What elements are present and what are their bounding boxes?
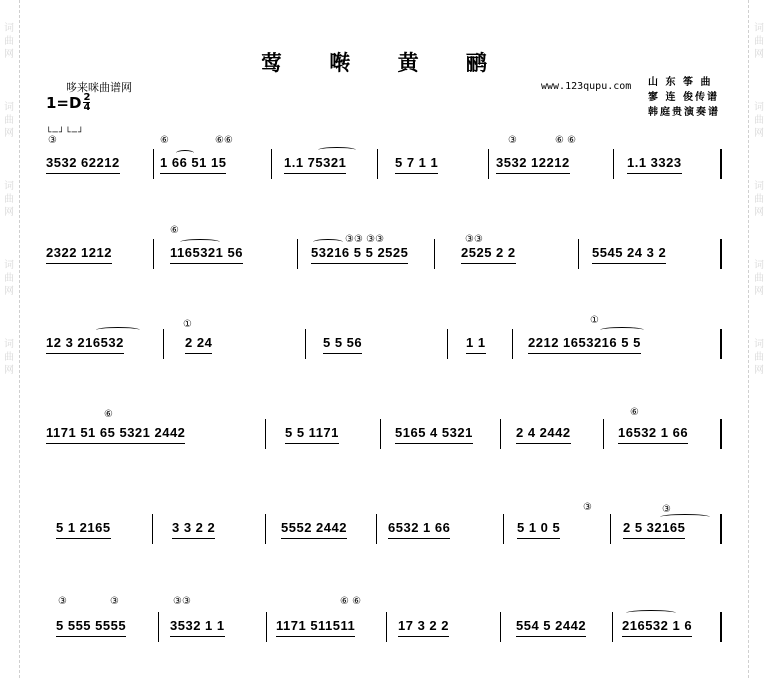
margin-char: 网 — [4, 128, 14, 139]
score-system-2 — [0, 215, 768, 277]
margin-char: 词 — [4, 260, 14, 271]
margin-char: 网 — [4, 49, 14, 60]
site-url: www.123qupu.com — [541, 81, 632, 92]
key-signature — [46, 93, 90, 112]
margin-char: 网 — [754, 128, 764, 139]
barline — [720, 329, 722, 359]
margin-char: 网 — [4, 365, 14, 376]
score-system-4 — [0, 395, 768, 457]
measure: 5 555 5555 — [56, 618, 127, 633]
key-label: 1=D — [46, 93, 82, 112]
barline — [377, 149, 378, 179]
measure: 3532 62212 — [46, 155, 120, 170]
barline — [578, 239, 579, 269]
measure: 1 66 51 15 — [160, 155, 227, 170]
margin-char: 曲 — [754, 36, 764, 47]
fingering-mark: ③ — [662, 504, 671, 515]
margin-char: 词 — [4, 339, 14, 350]
barline — [488, 149, 489, 179]
measure: 3 3 2 2 — [172, 520, 216, 535]
score-system-5 — [0, 490, 768, 552]
measure: 2525 2 2 — [461, 245, 516, 260]
margin-char: 网 — [4, 207, 14, 218]
barline — [297, 239, 298, 269]
barline — [612, 612, 613, 642]
margin-char: 曲 — [754, 194, 764, 205]
barline — [305, 329, 306, 359]
measure: 5 5 1171 — [285, 425, 339, 440]
fingering-mark: ① — [183, 319, 192, 330]
fingering-mark: ⑥ ⑥ — [555, 135, 577, 146]
barline — [265, 514, 266, 544]
margin-char: 网 — [754, 49, 764, 60]
credits-block — [648, 75, 720, 120]
barline — [720, 239, 722, 269]
barline — [512, 329, 513, 359]
margin-char: 网 — [754, 286, 764, 297]
measure: 2 4 2442 — [516, 425, 571, 440]
margin-char: 曲 — [754, 352, 764, 363]
fingering-mark: ⑥ — [104, 409, 113, 420]
barline — [434, 239, 435, 269]
measure: 3532 12212 — [496, 155, 570, 170]
fingering-mark: ③③ ③③ — [345, 234, 385, 245]
fingering-mark: ⑥⑥ — [215, 135, 233, 146]
barline — [603, 419, 604, 449]
fingering-mark: ③ — [110, 596, 119, 607]
margin-char: 网 — [754, 207, 764, 218]
measure: 1171 51 65 5321 2442 — [46, 425, 186, 440]
barline — [152, 514, 153, 544]
fingering-mark: ③ — [508, 135, 517, 146]
measure: 2212 1653216 5 5 — [528, 335, 641, 350]
margin-char: 曲 — [4, 273, 14, 284]
fingering-mark: ⑥ — [160, 135, 169, 146]
measure: 1165321 56 — [170, 245, 243, 260]
margin-char: 词 — [4, 23, 14, 34]
score-system-1 — [0, 125, 768, 187]
barline — [266, 612, 267, 642]
barline — [610, 514, 611, 544]
measure: 5 1 2165 — [56, 520, 111, 535]
measure: 6532 1 66 — [388, 520, 451, 535]
barline — [613, 149, 614, 179]
margin-char: 曲 — [4, 36, 14, 47]
barline — [720, 612, 722, 642]
fingering-mark: ⑥ ⑥ — [340, 596, 362, 607]
margin-char: 曲 — [754, 115, 764, 126]
time-signature-bottom: 4 — [83, 102, 91, 113]
margin-char: 词 — [4, 102, 14, 113]
measure: 216532 1 6 — [622, 618, 693, 633]
measure: 5545 24 3 2 — [592, 245, 667, 260]
barline — [720, 149, 722, 179]
fingering-mark: ⑥ — [630, 407, 639, 418]
fingering-mark: ⑥ — [170, 225, 179, 236]
measure: 1 1 — [466, 335, 486, 350]
margin-char: 词 — [754, 23, 764, 34]
barline — [720, 514, 722, 544]
barline — [386, 612, 387, 642]
credit-line: 韩庭贵演奏谱 — [648, 107, 720, 118]
measure: 5 1 0 5 — [517, 520, 561, 535]
score-title: 莺 啭 黄 鹂 — [261, 50, 507, 75]
margin-char: 曲 — [4, 194, 14, 205]
slur — [96, 327, 140, 333]
time-signature — [83, 93, 90, 112]
barline — [265, 419, 266, 449]
measure: 3532 1 1 — [170, 618, 225, 633]
margin-char: 曲 — [754, 273, 764, 284]
credit-line: 山 东 筝 曲 — [648, 77, 713, 88]
measure: 1.1 3323 — [627, 155, 682, 170]
barline — [500, 612, 501, 642]
barline — [158, 612, 159, 642]
fingering-mark: ③ — [48, 135, 57, 146]
barline — [503, 514, 504, 544]
barline — [163, 329, 164, 359]
measure: 2322 1212 — [46, 245, 112, 260]
margin-char: 曲 — [4, 352, 14, 363]
measure: 5165 4 5321 — [395, 425, 473, 440]
fingering-mark: ③ — [58, 596, 67, 607]
measure: 5 5 56 — [323, 335, 363, 350]
barline — [720, 419, 722, 449]
measure: 1.1 75321 — [284, 155, 347, 170]
fingering-mark: ③③ — [173, 596, 191, 607]
slur — [626, 610, 676, 616]
credit-line: 寥 连 俊传谱 — [648, 92, 719, 103]
margin-char: 网 — [754, 365, 764, 376]
barline — [447, 329, 448, 359]
measure: 12 3 216532 — [46, 335, 124, 350]
slur — [600, 327, 644, 333]
margin-char: 词 — [754, 260, 764, 271]
score-system-6 — [0, 588, 768, 650]
measure: 1171 511511 — [276, 618, 356, 633]
margin-char: 词 — [754, 339, 764, 350]
barline — [376, 514, 377, 544]
barline — [500, 419, 501, 449]
barline — [271, 149, 272, 179]
technique-marks: └─┘└─┘ — [46, 128, 85, 138]
measure: 17 3 2 2 — [398, 618, 449, 633]
measure: 16532 1 66 — [618, 425, 689, 440]
margin-char: 词 — [754, 181, 764, 192]
measure: 53216 5 5 2525 — [311, 245, 409, 260]
time-signature-top: 2 — [83, 92, 91, 103]
margin-char: 词 — [4, 181, 14, 192]
measure: 2 5 32165 — [623, 520, 686, 535]
margin-char: 网 — [4, 286, 14, 297]
margin-char: 词 — [754, 102, 764, 113]
measure: 5552 2442 — [281, 520, 347, 535]
score-system-3 — [0, 305, 768, 367]
slur — [318, 147, 356, 153]
margin-char: 曲 — [4, 115, 14, 126]
fingering-mark: ③ — [583, 502, 592, 513]
barline — [153, 239, 154, 269]
measure: 2 24 — [185, 335, 213, 350]
barline — [380, 419, 381, 449]
measure: 5 7 1 1 — [395, 155, 439, 170]
watermark-text: 哆来咪曲谱网 — [66, 81, 132, 94]
barline — [153, 149, 154, 179]
measure: 554 5 2442 — [516, 618, 587, 633]
fingering-mark: ③③ — [465, 234, 483, 245]
fingering-mark: ① — [590, 315, 599, 326]
